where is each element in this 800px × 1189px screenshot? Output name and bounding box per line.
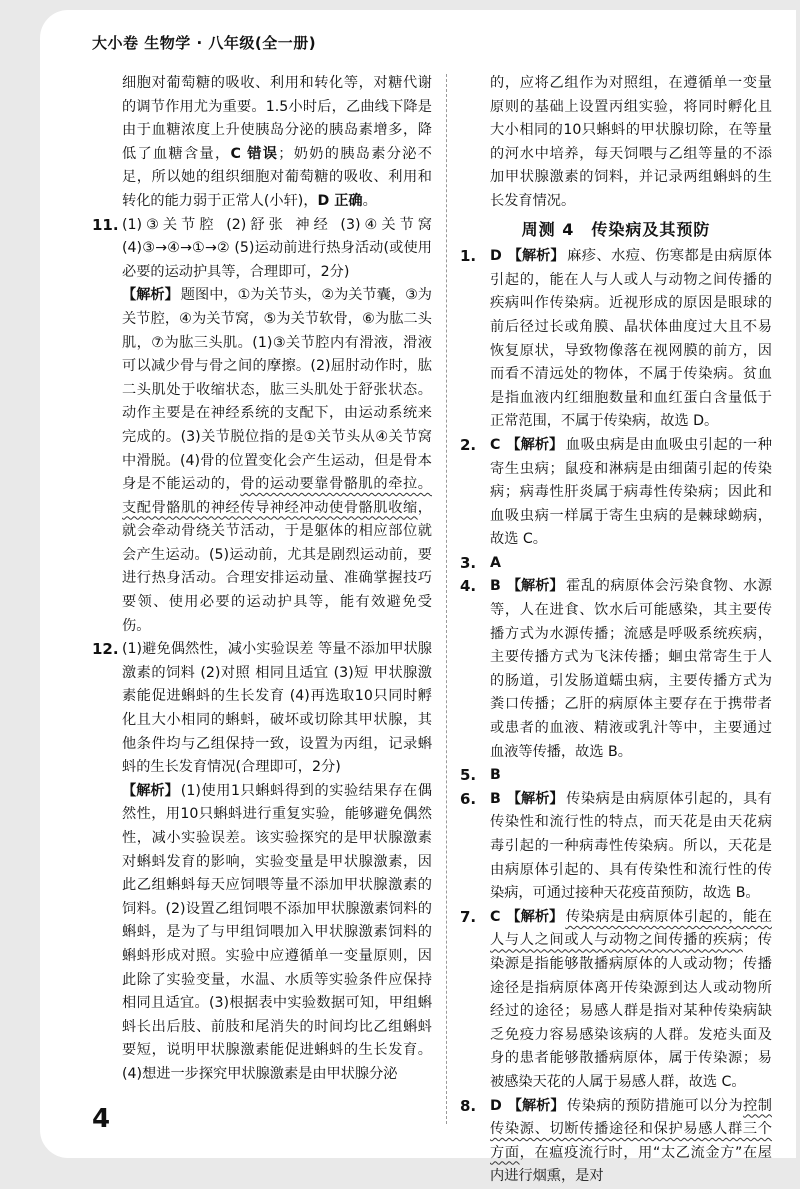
question-8: 8. D【 解析 】 传染病的预防措施可以分为控制传染源、切断传播途径和保护易感人群三个方面，在瘟疫流行时，用“太乙流金方”在屋内进行烟熏，是对 bbox=[460, 1095, 772, 1189]
answer-letter: B bbox=[490, 578, 501, 595]
question-number: 6. bbox=[460, 789, 477, 808]
right-column bbox=[460, 72, 772, 1189]
question-number: 8. bbox=[460, 1096, 477, 1115]
left-column bbox=[92, 72, 432, 1087]
question-1: 1. D【 解析 】 麻疹、水痘、伤寒都是由病原体引起的，能在人与人或人与动物之间传播的疾病叫作传染病。近视形成的原因是眼球的前后径过长或角膜、晶状体曲度过大且不易恢复原状，导致物像落在视网膜的前方，因而看不清远处的物体，不属于传染病。贫血是指血液内红细胞数量和血红蛋白含量低于正常范围，不属于传染病，故选 D。 bbox=[460, 245, 772, 434]
question-2: 2. C【 解析 】 血吸虫病是由血吸虫引起的一种寄生虫病；鼠疫和淋病是由细菌引起的传染病；病毒性肝炎属于病毒性传染病；因此和血吸虫病一样属于寄生虫病的是棘球蚴病，故选 C。 bbox=[460, 434, 772, 552]
analysis-tag: 【 解析 】 bbox=[122, 780, 179, 804]
question-number: 2. bbox=[460, 435, 477, 454]
question-5 bbox=[460, 764, 772, 788]
analysis-tag: 【 解析 】 bbox=[122, 284, 179, 308]
page-sheet bbox=[40, 10, 796, 1185]
section-title: 周测 4 传染病及其预防 bbox=[521, 219, 711, 239]
analysis-tag: 【 解析 】 bbox=[507, 575, 564, 599]
answer-letter: D bbox=[490, 1097, 502, 1114]
answer-letter: B bbox=[490, 790, 501, 807]
explanation: 【 解析 】 (1)使用1只蝌蚪得到的实验结果存在偶然性，用10只蝌蚪进行重复实验，能够避免偶然性，减小实验误差。该实验探究的是甲状腺激素对蝌蚪发育的影响，实验变量是甲状腺激素，因此乙组蝌蚪每天应饲喂等量不添加甲状腺激素的饲料。(2)设置乙组饲喂不添加甲状腺激素饲料的蝌蚪，是为了与甲组饲喂加入甲状腺激素饲料的蝌蚪形成对照。实验中应遵循单一变量原则，因此除了实验变量，水温、水质等实验条件应保持相同且适宜。(3)根据表中实验数据可知，甲组蝌蚪长出后肢、前肢和尾消失的时间均比乙组蝌蚪要短，说明甲状腺激素能促进蝌蚪的生长发育。(4)想进一步探究甲状腺激素是由甲状腺分泌 bbox=[122, 780, 432, 1087]
question-number: 1. bbox=[460, 247, 477, 266]
answer-text: (1)避免偶然性，减小实验误差 等量不添加甲状腺激素的饲料 (2)对照 相同且适宜 (3)短 甲状腺激素能促进蝌蚪的生长发育 (4)再选取10只同时孵化且大小相同的蝌蚪，破坏或切除其甲状腺，其他条件均与乙组保持一致，设置为丙组，记录蝌蚪的生长发育情况(合理即可，2分) bbox=[122, 641, 432, 776]
question-12 bbox=[92, 638, 432, 1086]
page-number: 4 bbox=[92, 1104, 111, 1134]
question-number: 5. bbox=[460, 766, 477, 785]
question-number: 11. bbox=[92, 215, 119, 234]
answer-highlight: D 正确 bbox=[317, 192, 363, 209]
question-11 bbox=[92, 214, 432, 639]
page-header: 大小卷 生物学 · 八年级(全一册) bbox=[92, 34, 317, 52]
question-number: 3. bbox=[460, 553, 477, 572]
answer-highlight: C 错误 bbox=[230, 145, 279, 162]
question-number: 4. bbox=[460, 577, 477, 596]
key-point-underline: 骨的运动要靠骨骼肌的牵拉。支配骨骼肌的神经传导神经冲动使骨骼肌收缩 bbox=[122, 476, 432, 516]
q10-continuation: 细胞对葡萄糖的吸收、利用和转化等，对糖代谢的调节作用尤为重要。1.5小时后，乙曲线下降是由于血糖浓度上升使胰岛分泌的胰岛素增多，降低了血糖含量，C 错误；奶奶的胰岛素分泌不足，所以她的组织细胞对葡萄糖的吸收、利用和转化的能力弱于正常人(小轩)，D 正确。 bbox=[122, 75, 432, 209]
answer-text: (1)③关节腔 (2)舒张 神经 (3)④关节窝 (4)③→④→①→② (5)运动前进行热身活动(或使用必要的运动护具等，合理即可，2分) bbox=[122, 216, 432, 280]
column-divider bbox=[446, 74, 447, 1124]
question-4: 4. B【 解析 】 霍乱的病原体会污染食物、水源等，人在进食、饮水后可能感染，其主要传播方式为水源传播；流感是呼吸系统疾病，主要传播方式为飞沫传播；蛔虫常寄生于人的肠道，引发肠道蠕虫病，主要传播方式为粪口传播；乙肝的病原体主要存在于携带者或患者的血液、精液或乳汁等中，主要通过血液等传播，故选 B。 bbox=[460, 575, 772, 764]
key-point-underline: 控制传染源、切断传播途径和保护易感人群三个方面 bbox=[490, 1097, 772, 1161]
q12-continuation: 的，应将乙组作为对照组，在遵循单一变量原则的基础上设置丙组实验，将同时孵化且大小相同的10只蝌蚪的甲状腺切除，在等量的河水中培养，每天饲喂与乙组等量的不添加甲状腺激素的饲料，并记录两组蝌蚪的生长发育情况。 bbox=[490, 75, 772, 209]
question-number: 7. bbox=[460, 907, 477, 926]
analysis-tag: 【 解析 】 bbox=[507, 788, 564, 812]
answer-letter: A bbox=[490, 554, 501, 571]
answer-letter: C bbox=[490, 436, 501, 453]
question-7: 7. C【 解析 】 传染病是由病原体引起的，能在人与人之间或人与动物之间传播的疾病；传染源是指能够散播病原体的人或动物；传播途径是指病原体离开传染源到达人或动物所经过的途径；易感人群是指对某种传染病缺乏免疫力容易感染该病的人群。发疮头面及身的患者能够散播病原体，属于传染源；易被感染天花的人属于易感人群，故选 C。 bbox=[460, 906, 772, 1095]
answer-letter: D bbox=[490, 248, 502, 265]
question-6: 6. B【 解析 】 传染病是由病原体引起的，具有传染性和流行性的特点，而天花是由天花病毒引起的一种病毒性传染病。所以，天花是由病原体引起的、具有传染性和流行性的传染病，可通过接种天花疫苗预防，故选 B。 bbox=[460, 788, 772, 906]
answer-letter: C bbox=[490, 908, 501, 925]
analysis-tag: 【 解析 】 bbox=[508, 245, 565, 269]
question-number: 12. bbox=[92, 640, 119, 659]
key-point-underline: 传染病是由病原体引起的，能在人与人之间或人与动物之间传播的疾病 bbox=[490, 908, 772, 949]
analysis-tag: 【 解析 】 bbox=[506, 434, 563, 458]
answer-letter: B bbox=[490, 767, 501, 784]
explanation: 【 解析 】 题图中，①为关节头，②为关节囊，③为关节腔，④为关节窝，⑤为关节软骨，⑥为肱二头肌，⑦为肱三头肌。(1)③关节腔内有滑液，滑液可以减少骨与骨之间的摩擦。(2)屈肘动作时，肱二头肌处于收缩状态，肱三头肌处于舒张状态。动作主要是在神经系统的支配下，由运动系统来完成的。(3)关节脱位指的是①关节头从④关节窝中滑脱。(4)骨的位置变化会产生运动，但是骨本身是不能运动的，骨的运动要靠骨骼肌的牵拉。支配骨骼肌的神经传导神经冲动使骨骼肌收缩，就会牵动骨绕关节活动，于是躯体的相应部位就会产生运动。(5)运动前，尤其是剧烈运动前，要进行热身活动。合理安排运动量、准确掌握技巧要领、使用必要的运动护具等，能有效避免受伤。 bbox=[122, 284, 432, 638]
analysis-tag: 【 解析 】 bbox=[508, 1095, 565, 1119]
question-3 bbox=[460, 552, 772, 576]
analysis-tag: 【 解析 】 bbox=[506, 906, 563, 930]
